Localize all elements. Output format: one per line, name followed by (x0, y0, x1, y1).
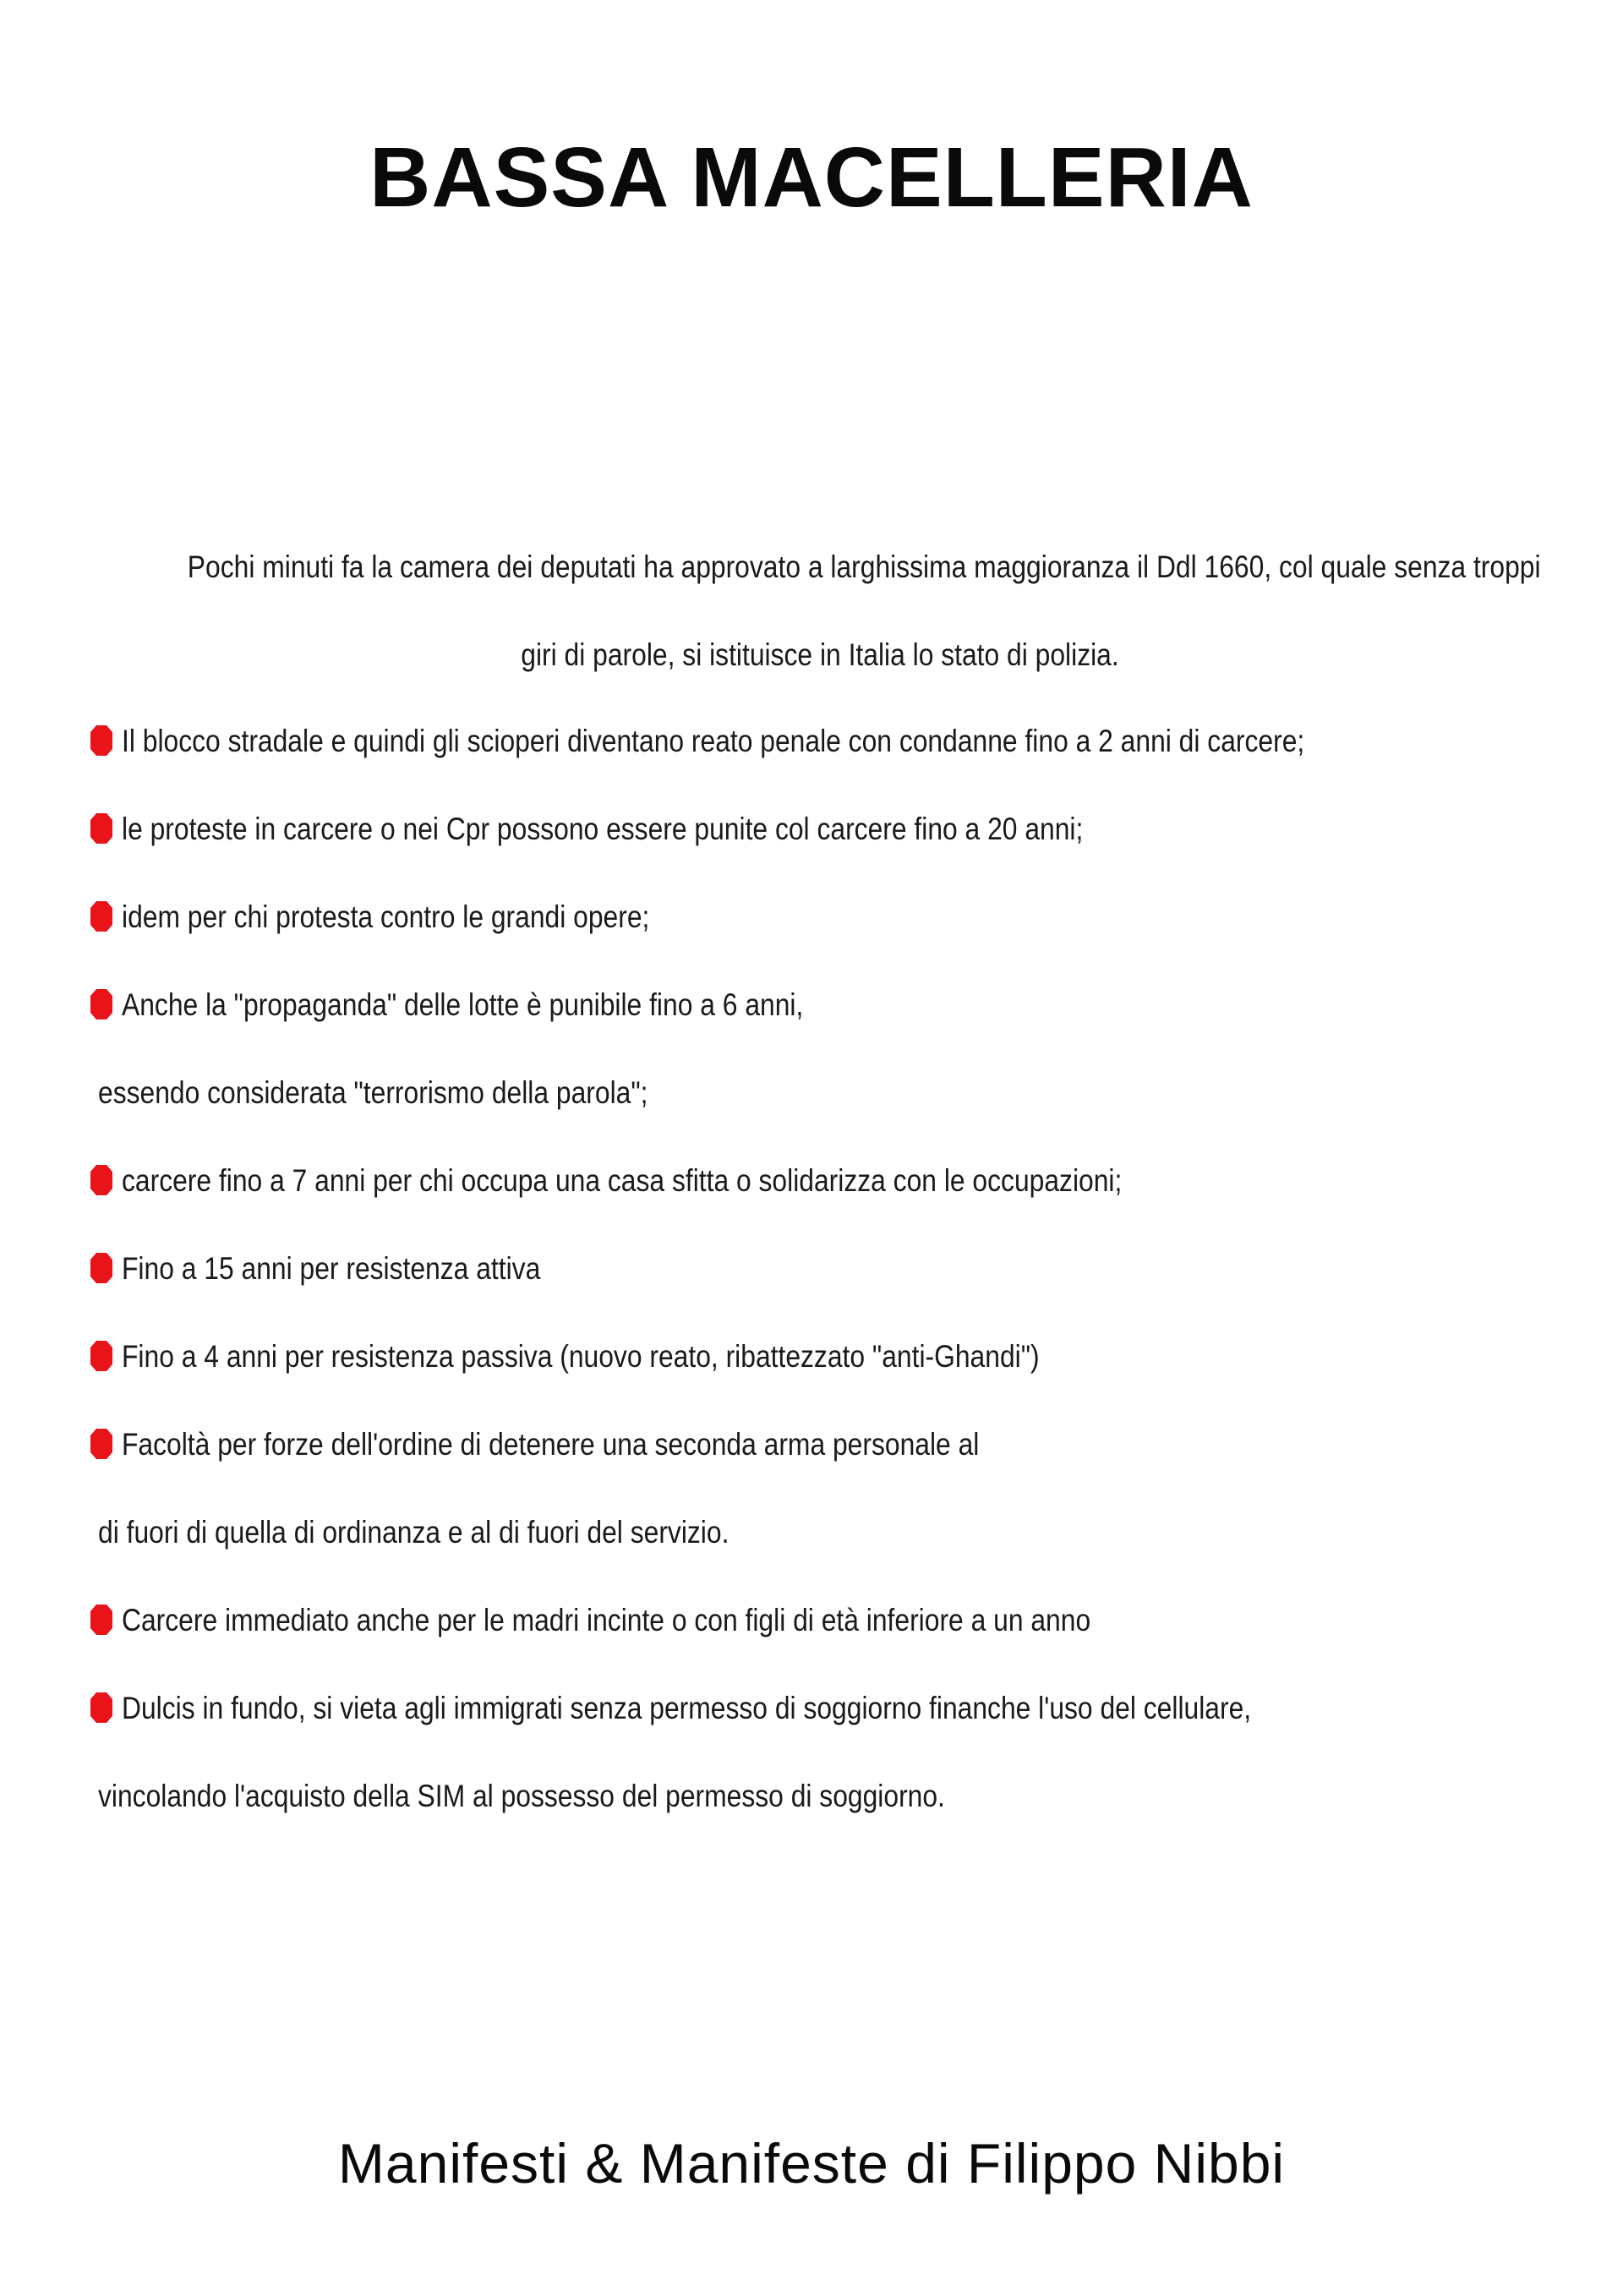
list-item-text: Fino a 15 anni per resistenza attiva (122, 1250, 541, 1286)
list-item-text: Fino a 4 anni per resistenza passiva (nuovo reato, ribattezzato "anti-Ghandi") (122, 1338, 1040, 1374)
list-item (90, 1155, 1285, 1205)
list-item-continuation-text: vincolando l'acquisto della SIM al possesso del permesso di soggiorno. (98, 1778, 945, 1813)
list-item-continuation-text: di fuori di quella di ordinanza e al di fuori del servizio. (98, 1514, 730, 1550)
list-item (90, 1243, 609, 1293)
list-item (90, 1331, 1189, 1381)
list-item (90, 715, 1497, 766)
list-item (90, 979, 915, 1030)
red-octagon-icon (90, 1692, 113, 1724)
list-item-text: Il blocco stradale e quindi gli scioperi diventano reato penale con condanne fino a 2 anni di carcere; (122, 723, 1305, 758)
intro-line-1: Pochi minuti fa la camera dei deputati ha approvato a larghissima maggioranza il Ddl 1660, col quale senza troppi (187, 549, 1541, 584)
red-octagon-icon (90, 900, 113, 932)
list-item (90, 1419, 1118, 1469)
list-item-continuation (98, 1770, 1083, 1821)
list-item (90, 803, 1239, 854)
list-item-text: carcere fino a 7 anni per chi occupa una casa sfitta o solidarizza con le occupazioni; (122, 1162, 1123, 1198)
list-item-continuation (98, 1067, 737, 1118)
list-item (90, 891, 735, 942)
intro-line-2: giri di parole, si istituisce in Italia lo stato di polizia. (521, 637, 1119, 672)
list-item-continuation (98, 1506, 832, 1557)
red-octagon-icon (90, 724, 113, 757)
page-title: BASSA MACELLERIA (369, 130, 1254, 225)
list-item-text: Facoltà per forze dell'ordine di detenere una seconda arma personale al (122, 1426, 980, 1462)
list-item (90, 1594, 1249, 1645)
red-octagon-icon (90, 1604, 113, 1636)
list-item-text: Dulcis in fundo, si vieta agli immigrati senza permesso di soggiorno finanche l'uso del cellulare, (122, 1690, 1252, 1725)
list-item (90, 1682, 1435, 1733)
red-octagon-icon (90, 1252, 113, 1284)
red-octagon-icon (90, 812, 113, 845)
author-footer: Manifesti & Manifeste di Filippo Nibbi (337, 2132, 1286, 2195)
red-octagon-icon (90, 1428, 113, 1460)
list-item-text: Anche la "propaganda" delle lotte è punibile fino a 6 anni, (122, 987, 804, 1022)
list-item-text: idem per chi protesta contro le grandi opere; (122, 899, 650, 934)
list-item-text: Carcere immediato anche per le madri incinte o con figli di età inferiore a un anno (122, 1602, 1091, 1637)
red-octagon-icon (90, 1340, 113, 1372)
red-octagon-icon (90, 988, 113, 1020)
list-item-text: le proteste in carcere o nei Cpr possono essere punite col carcere fino a 20 anni; (122, 811, 1084, 846)
red-octagon-icon (90, 1164, 113, 1196)
list-item-continuation-text: essendo considerata "terrorismo della parola"; (98, 1074, 648, 1110)
